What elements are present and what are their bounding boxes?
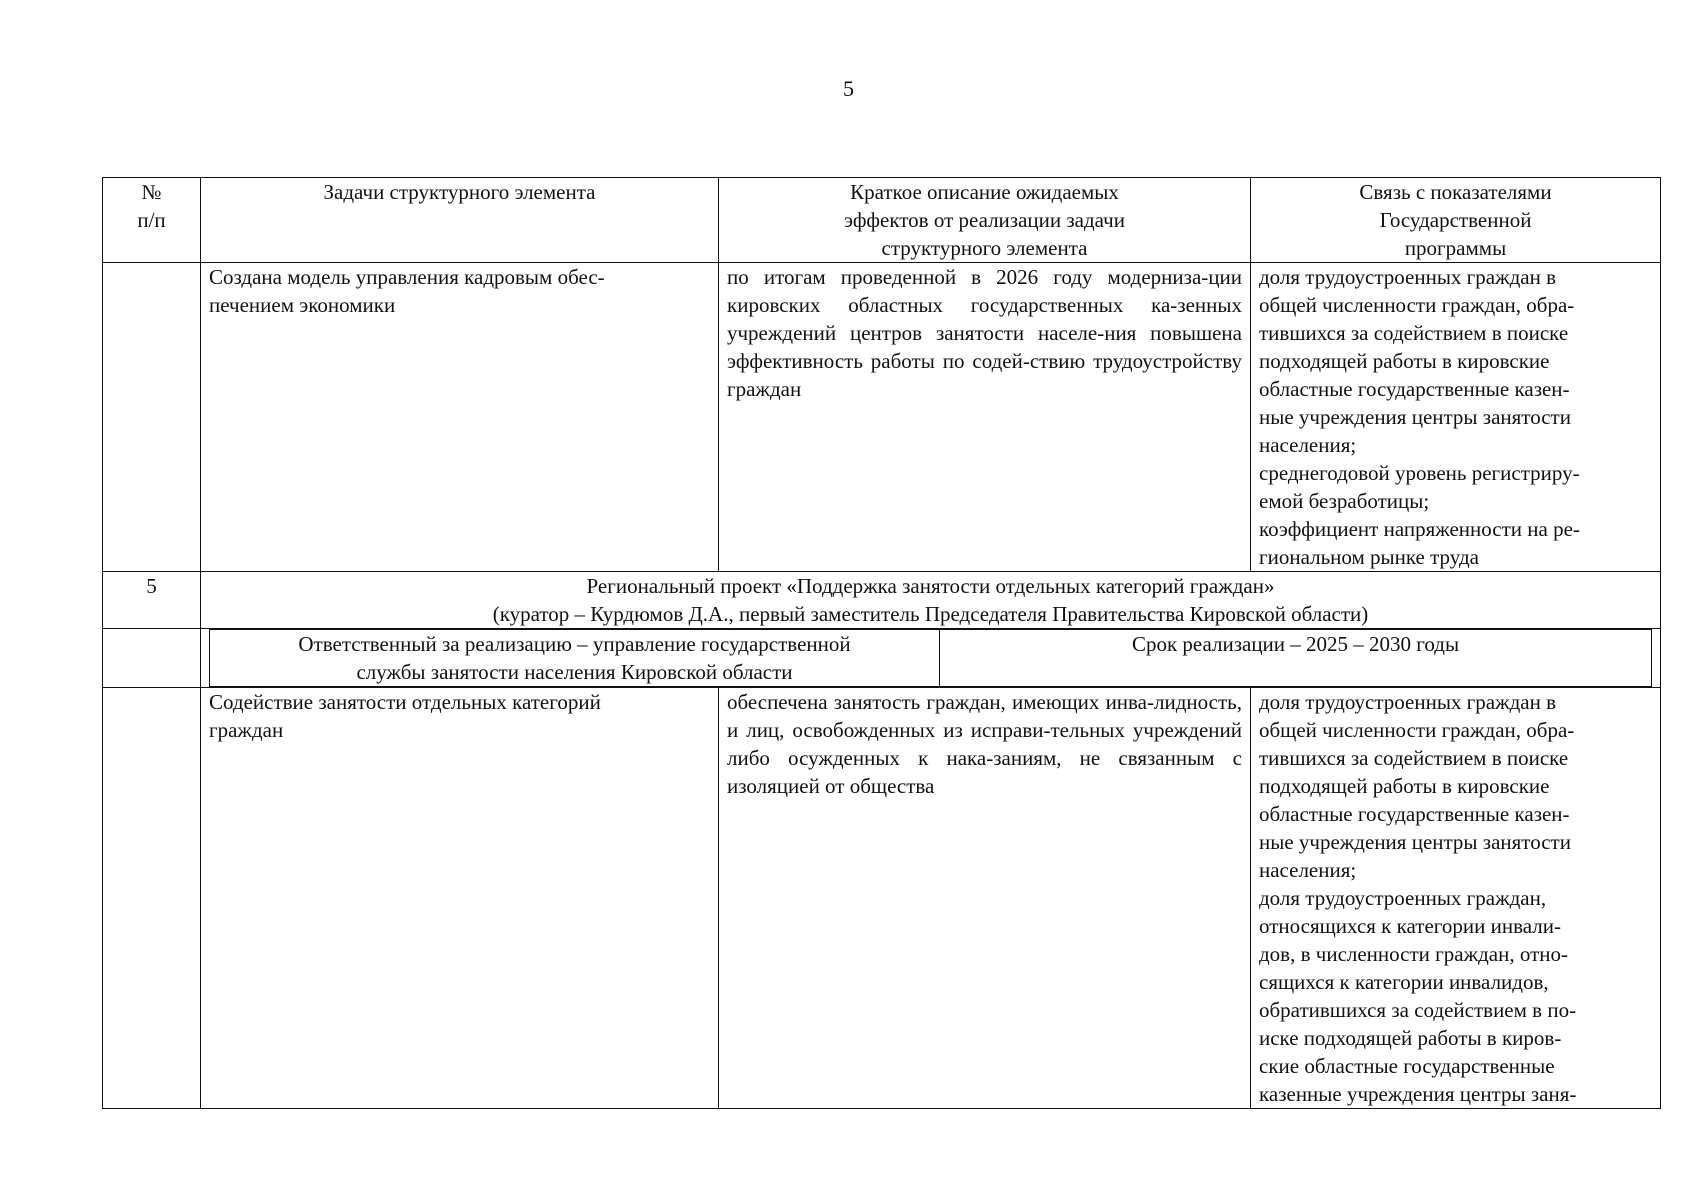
responsible-row	[103, 629, 1661, 688]
row1-task: Создана модель управления кадровым обес- печением экономики	[201, 263, 719, 572]
row2-task: Содействие занятости отдельных категорий граждан	[201, 688, 719, 1109]
project-row	[103, 572, 1661, 629]
header-num: № п/п	[103, 178, 201, 263]
row1-link: доля трудоустроенных граждан в общей численности граждан, обра- тившихся за содействием в поиске подходящей работы в кировские областные государственные казен- ные учреждения центры занятости населения; среднегодовой уровень регистриру- емой безработицы; коэффициент напряженности на ре- гиональном рынке труда	[1251, 263, 1661, 572]
row2-effect: обеспечена занятость граждан, имеющих инва-лидность, и лиц, освобожденных из исправи-тельных учреждений либо осужденных к нака-заниям, не связанным с изоляцией от общества	[719, 688, 1251, 1109]
row2-link: доля трудоустроенных граждан в общей численности граждан, обра- тившихся за содействием в поиске подходящей работы в кировские областные государственные казен- ные учреждения центры занятости населения; доля трудоустроенных граждан, относящихся к категории инвали- дов, в численности граждан, отно- сящихся к категории инвалидов, обратившихся за содействием в по- иске подходящей работы в киров- ские областные государственные казенные учреждения центры заня-	[1251, 688, 1661, 1109]
header-link: Связь с показателями Государственной программы	[1251, 178, 1661, 263]
responsible-inner	[209, 629, 1652, 687]
project-title: Региональный проект «Поддержка занятости отдельных категорий граждан»	[586, 574, 1275, 598]
project-cell	[201, 572, 1661, 629]
table-row	[103, 263, 1661, 572]
header-tasks: Задачи структурного элемента	[201, 178, 719, 263]
project-curator: (куратор – Курдюмов Д.А., первый заместитель Председателя Правительства Кировской области)	[492, 602, 1369, 626]
table-header-row	[103, 178, 1661, 263]
program-table	[102, 177, 1661, 1109]
project-num: 5	[103, 572, 201, 629]
responsible-term: Срок реализации – 2025 – 2030 годы	[940, 630, 1652, 687]
responsible-num	[103, 629, 201, 688]
page-number: 5	[843, 76, 854, 101]
table-row	[103, 688, 1661, 1109]
row1-num	[103, 263, 201, 572]
row1-effect: по итогам проведенной в 2026 году модерниза-ции кировских областных государственных ка-зенных учреждений центров занятости населе-ния повышена эффективность работы по содей-ствию трудоустройству граждан	[719, 263, 1251, 572]
responsible-cell	[201, 629, 1661, 688]
responsible-label: Ответственный за реализацию – управление государственной службы занятости населения Кировской области	[210, 630, 940, 687]
row2-num	[103, 688, 201, 1109]
header-effects: Краткое описание ожидаемых эффектов от реализации задачи структурного элемента	[719, 178, 1251, 263]
